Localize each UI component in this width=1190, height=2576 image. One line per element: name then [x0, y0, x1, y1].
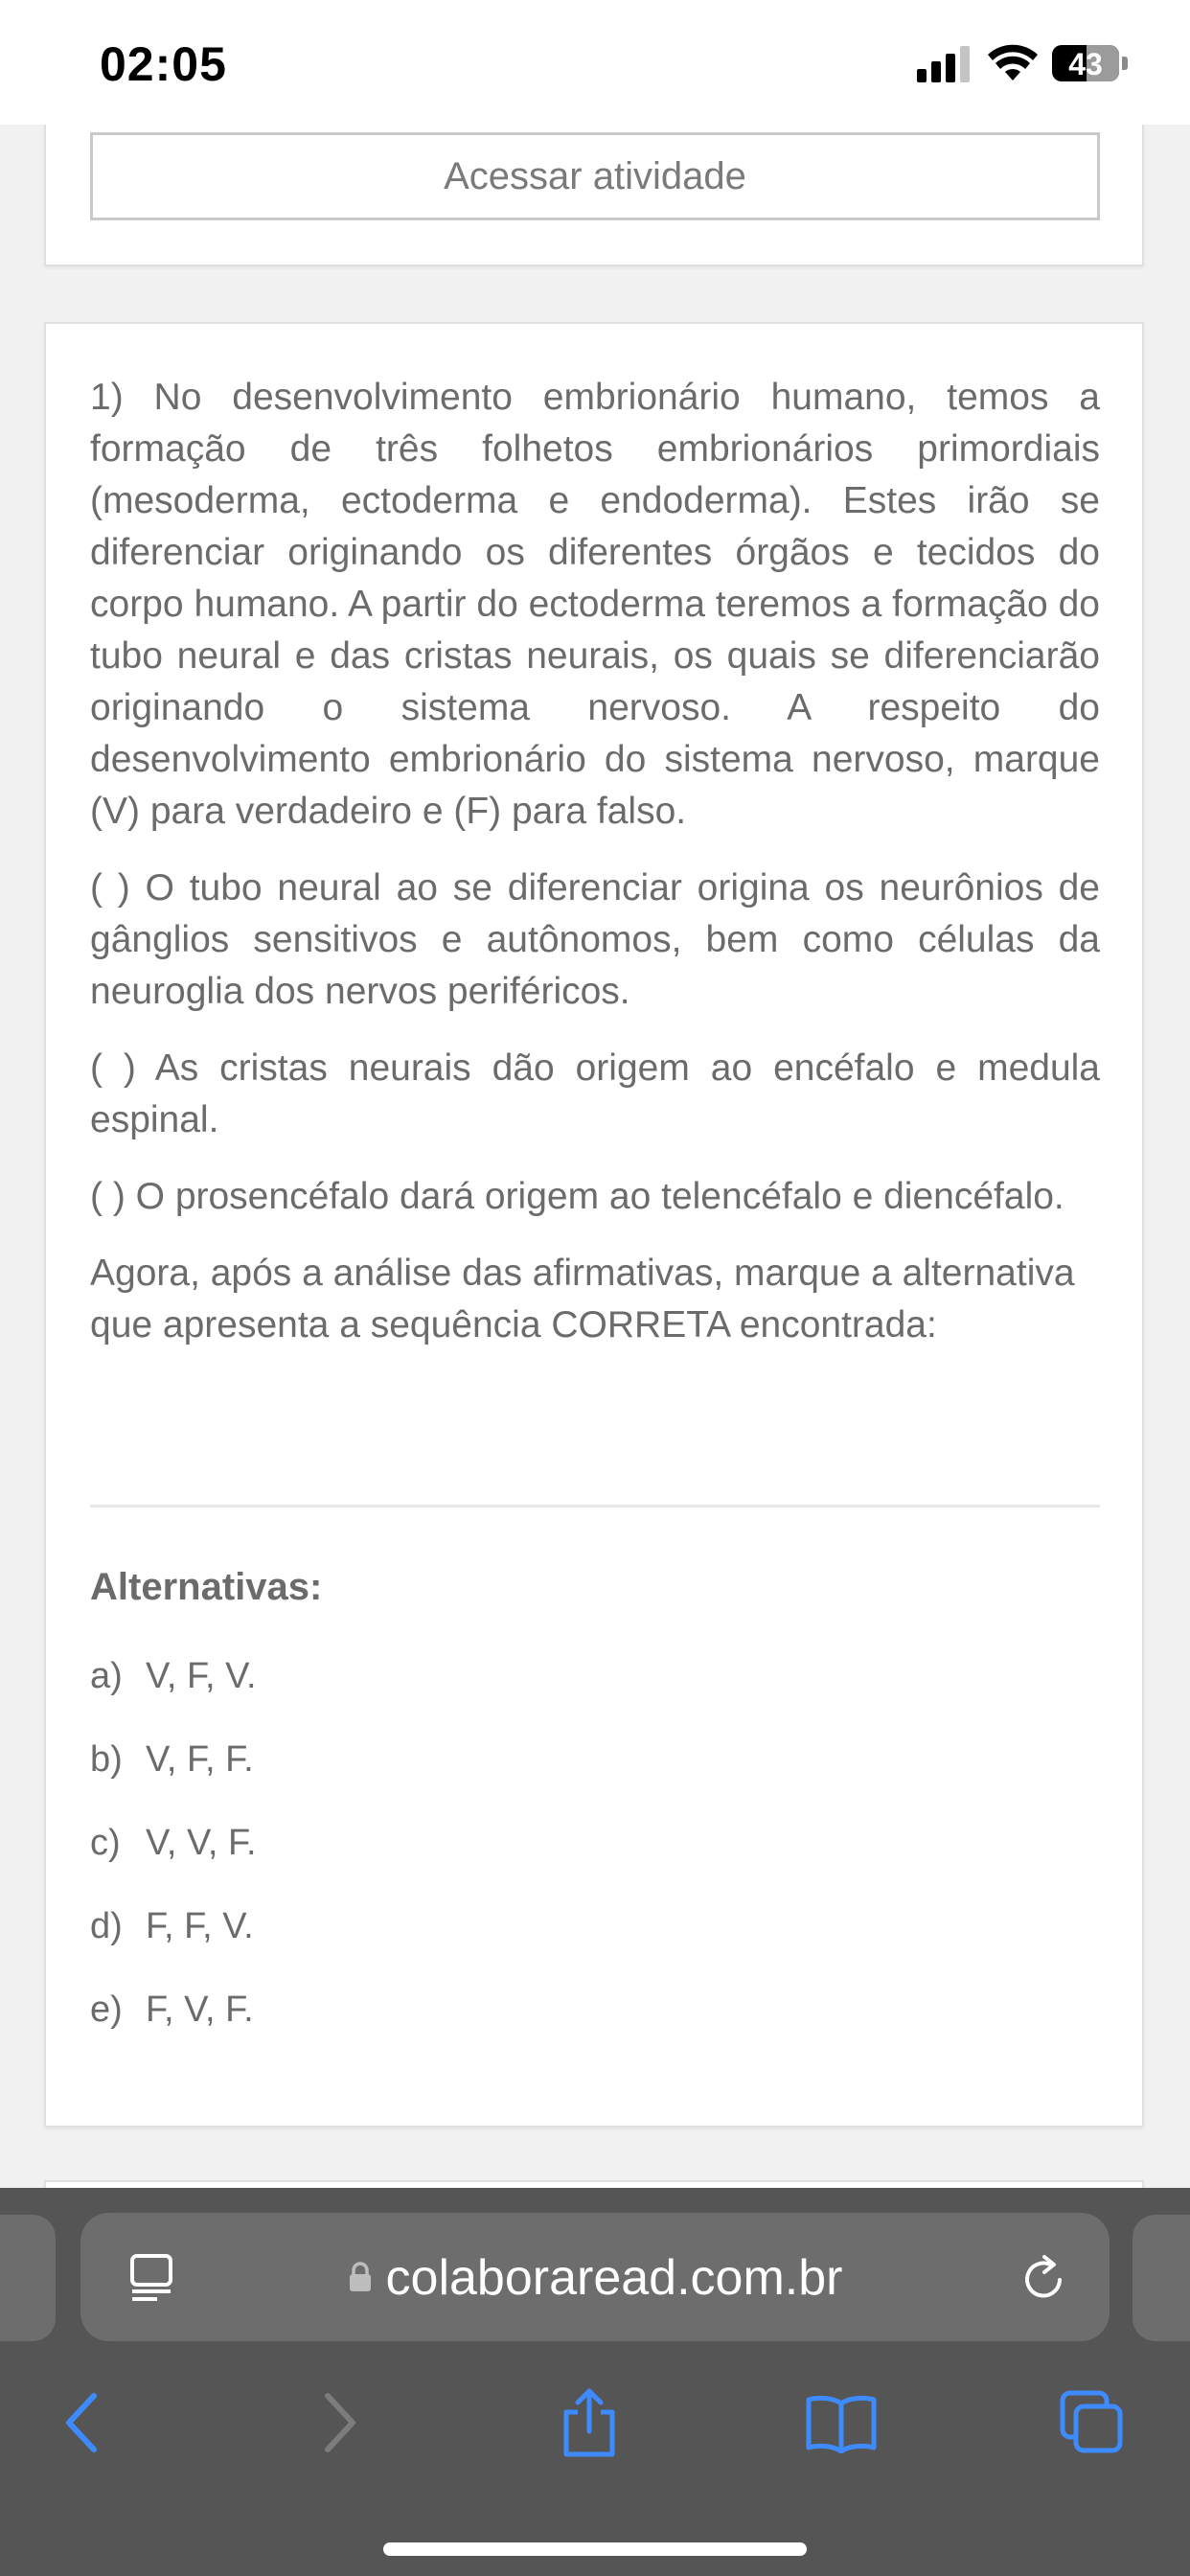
alternative-value: V, F, V. [146, 1656, 257, 1696]
wifi-icon [987, 44, 1039, 82]
bookmarks-icon [805, 2392, 878, 2453]
access-activity-button[interactable]: Acessar atividade [90, 132, 1100, 220]
affirmative-3: ( ) O prosencéfalo dará origem ao telencéfalo e diencéfalo. [90, 1176, 1064, 1217]
alternative-letter: e) [90, 1990, 123, 2030]
browser-bottom-bar [0, 2188, 1190, 2576]
alternative-value: F, V, F. [146, 1990, 254, 2030]
forward-icon [320, 2392, 358, 2453]
tabs-button[interactable] [1054, 2380, 1131, 2466]
alternative-value: V, F, F. [146, 1739, 254, 1780]
bookmarks-button[interactable] [803, 2380, 880, 2466]
alternative-letter: a) [90, 1656, 123, 1696]
alternative-letter: d) [90, 1906, 123, 1946]
alternative-letter: b) [90, 1739, 123, 1780]
url-text: colaboraread.com.br [385, 2250, 843, 2306]
share-icon [559, 2387, 620, 2458]
divider [90, 1505, 1100, 1507]
previous-tab-preview[interactable] [0, 2215, 56, 2341]
affirmative-2: ( ) As cristas neurais dão origem ao encéfalo e medula espinal. [90, 1047, 1100, 1140]
back-button[interactable] [44, 2380, 121, 2466]
tabs-icon [1059, 2389, 1126, 2456]
question-statement: 1) No desenvolvimento embrionário humano, temos a formação de três folhetos embrionários primordiais (mesoderma, ectoderma e endoderma). Estes irão se diferenciar originando os diferentes órgãos e tecidos do corpo humano. A partir do ectoderma teremos a formação do tubo neural e das cristas neurais, os quais se diferenciarão originando o sistema nervoso. A respeito do desenvolvimento embrionário do sistema nervoso, marque (V) para verdadeiro e (F) para falso. [90, 377, 1100, 832]
alternative-e[interactable] [90, 1990, 1100, 2073]
alternatives-list [90, 1656, 1100, 2073]
share-button[interactable] [551, 2380, 628, 2466]
reload-icon[interactable] [1018, 2251, 1071, 2305]
browser-toolbar [0, 2380, 1190, 2495]
alternative-letter: c) [90, 1823, 121, 1863]
next-tab-preview[interactable] [1133, 2215, 1190, 2341]
back-icon [63, 2392, 102, 2453]
status-time: 02:05 [100, 37, 227, 91]
address-bar[interactable] [80, 2213, 1110, 2341]
alternative-b[interactable] [90, 1739, 1100, 1823]
battery-level: 43 [1068, 47, 1103, 81]
url-display[interactable] [80, 2249, 1110, 2307]
alternative-d[interactable] [90, 1906, 1100, 1990]
question-text [90, 372, 1100, 1376]
battery-icon [1052, 45, 1119, 81]
question-card [44, 322, 1144, 2128]
cellular-signal-icon [917, 46, 971, 82]
alternative-a[interactable] [90, 1656, 1100, 1739]
alternative-value: F, F, V. [146, 1906, 254, 1946]
affirmative-1: ( ) O tubo neural ao se diferenciar origina os neurônios de gânglios sensitivos e autônomos, bem como células da neuroglia dos nervos periféricos. [90, 867, 1100, 1012]
question-instruction: Agora, após a análise das afirmativas, marque a alternativa que apresenta a sequência CORRETA encontrada: [90, 1253, 1075, 1346]
alternatives-title: Alternativas: [90, 1566, 323, 1608]
alternative-value: V, V, F. [146, 1823, 257, 1863]
alternative-c[interactable] [90, 1823, 1100, 1906]
status-bar [0, 0, 1190, 125]
activity-card [44, 125, 1144, 266]
home-indicator[interactable] [383, 2542, 807, 2556]
lock-icon [348, 2262, 373, 2292]
forward-button[interactable] [301, 2380, 378, 2466]
